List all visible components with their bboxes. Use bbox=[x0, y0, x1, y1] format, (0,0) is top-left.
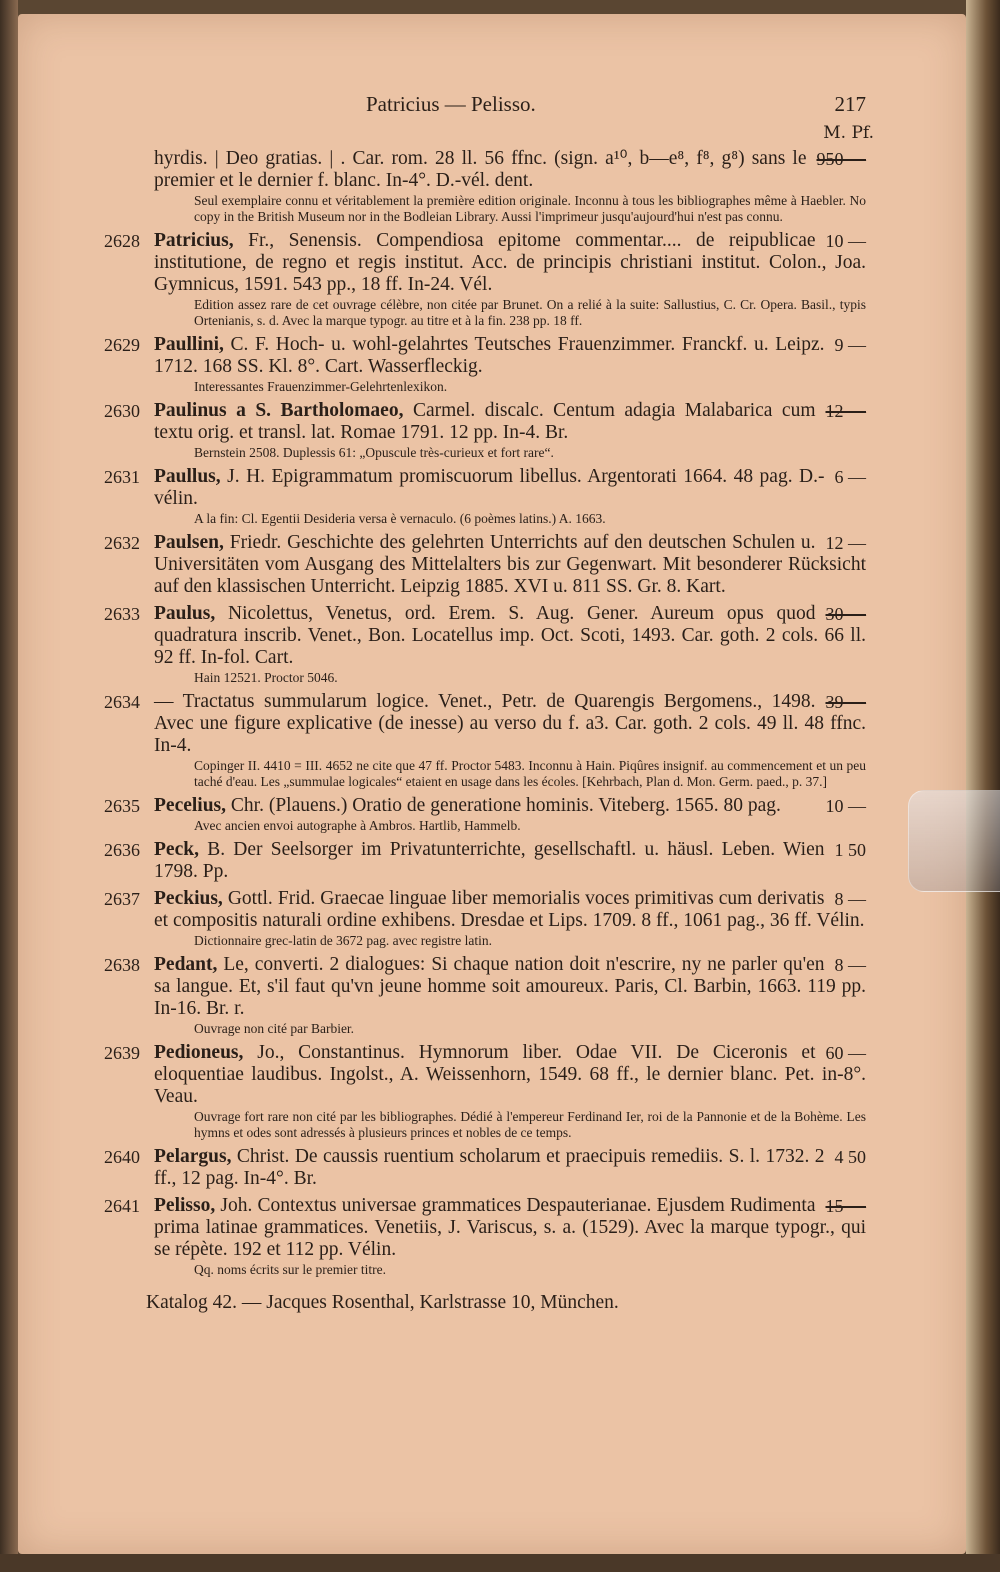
entry-body bbox=[154, 148, 866, 225]
entry-author: Peckius, bbox=[154, 888, 223, 909]
entry-author: Paulus, bbox=[154, 603, 216, 624]
entry-note: Qq. noms écrits sur le premier titre. bbox=[194, 1262, 386, 1277]
entry-body bbox=[154, 1195, 866, 1278]
entry-price: 8 — bbox=[834, 889, 866, 909]
entry-description: Christ. De caussis ruentium scholarum et praecipuis remediis. S. l. 1732. 2 ff., 12 pag. In-4°. Br. bbox=[154, 1146, 825, 1189]
entry-description: Jo., Constantinus. Hymnorum liber. Odae VII. De Ciceronis et eloquentiae laudibus. Ingolst., A. Weissenhorn, 1549. 68 ff., le dernier blanc. Pet. in-8°. Veau. bbox=[154, 1042, 866, 1107]
entry-description: Nicolettus, Venetus, ord. Erem. S. Aug. Gener. Aureum opus quod quadratura inscrib. Venet., Bon. Locatellus imp. Oct. Scoti, 1493. Car. goth. 2 cols. 66 ll. 92 ff. In-fol. Cart. bbox=[154, 603, 866, 668]
entry-note: Copinger II. 4410 = III. 4652 ne cite que 47 ff. Proctor 5483. Inconnu à Hain. Piqûres insignif. au commencement et un peu taché d'eau. Les „summulae logicales“ etaient en usage dans les écoles. [Kehrbach, Plan d. Mon. Germ. paed., p. 37.] bbox=[194, 758, 866, 789]
entry-note: Avec ancien envoi autographe à Ambros. Hartlib, Hammelb. bbox=[194, 818, 521, 833]
entry-body bbox=[154, 954, 866, 1037]
currency-units: M. Pf. bbox=[823, 123, 874, 143]
entry-main bbox=[154, 691, 866, 757]
entry-main bbox=[154, 334, 866, 378]
catalog-entry bbox=[104, 1146, 866, 1190]
entry-price: 1 50 bbox=[834, 840, 866, 860]
entry-price: 10 — bbox=[825, 231, 866, 251]
entry-description: J. H. Epigrammatum promiscuorum libellus. Argentorati 1664. 48 pag. D.-vélin. bbox=[154, 466, 825, 509]
entry-number: 2641 bbox=[104, 1196, 140, 1216]
catalog-footer: Katalog 42. — Jacques Rosenthal, Karlstrasse 10, München. bbox=[146, 1292, 619, 1313]
entry-number bbox=[104, 148, 154, 225]
entry-list bbox=[104, 148, 866, 1278]
entry-description: Fr., Senensis. Compendiosa epitome commentar.... de reipublicae institutione, de regno et regis institut. Acc. de principis christiani institut. Colon., Joa. Gymnicus, 1591. 543 pp., 18 ff. In-24. Vél. bbox=[154, 230, 866, 295]
entry-description: Le, converti. 2 dialogues: Si chaque nation doit n'escrire, ny ne parler qu'en sa langue. Et, s'il faut qu'vn jeune homme soit amoureux. Paris, Cl. Barbin, 1663. 119 pp. In-16. Br. r. bbox=[154, 954, 866, 1019]
entry-number: 2628 bbox=[104, 231, 140, 251]
book-bottom-edge bbox=[0, 1554, 1000, 1572]
entry-number: 2640 bbox=[104, 1147, 140, 1167]
entry-body bbox=[154, 888, 866, 949]
entry-number: 2637 bbox=[104, 889, 140, 909]
entry-main bbox=[154, 795, 866, 817]
entry-price: 12 — bbox=[825, 533, 866, 553]
entry-main bbox=[154, 839, 866, 883]
entry-description: Chr. (Plauens.) Oratio de generatione hominis. Viteberg. 1565. 80 pag. bbox=[230, 795, 781, 816]
entry-note: Hain 12521. Proctor 5046. bbox=[194, 670, 338, 685]
running-header bbox=[104, 92, 866, 117]
entry-note: Interessantes Frauenzimmer-Gelehrtenlexikon. bbox=[194, 379, 448, 394]
entry-body bbox=[154, 466, 866, 527]
entry-main bbox=[154, 400, 866, 444]
entry-body bbox=[154, 603, 866, 686]
paper-clip bbox=[908, 790, 1000, 892]
entry-author: Pedioneus, bbox=[154, 1042, 244, 1063]
entry-body bbox=[154, 230, 866, 329]
catalog-entry bbox=[104, 334, 866, 395]
catalog-entry bbox=[104, 1042, 866, 1141]
entry-main bbox=[154, 954, 866, 1020]
entry-author: Peck, bbox=[154, 839, 199, 860]
entry-price: 12 — bbox=[825, 401, 866, 421]
entry-price: 8 — bbox=[834, 955, 866, 975]
entry-author: Pelargus, bbox=[154, 1146, 232, 1167]
entry-author: Patricius, bbox=[154, 230, 234, 251]
entry-body bbox=[154, 1146, 866, 1190]
entry-price: 4 50 bbox=[834, 1147, 866, 1167]
entry-note: Dictionnaire grec-latin de 3672 pag. avec registre latin. bbox=[194, 933, 493, 948]
entry-number: 2630 bbox=[104, 401, 140, 421]
entry-description: C. F. Hoch- u. wohl-gelahrtes Teutsches Frauenzimmer. Franckf. u. Leipz. 1712. 168 SS. Kl. 8°. Cart. Wasserfleckig. bbox=[154, 334, 825, 377]
page-number: 217 bbox=[834, 92, 866, 116]
entry-note: Edition assez rare de cet ouvrage célèbre, non citée par Brunet. On a relié à la suite: Sallustius, C. Cr. Opera. Basil., typis Ortenianis, s. d. Avec la marque typogr. au titre et à la fin. 238 pp. 18 ff. bbox=[194, 297, 866, 328]
catalog-entry bbox=[104, 532, 866, 598]
entry-author: Paullus, bbox=[154, 466, 221, 487]
entry-body bbox=[154, 532, 866, 598]
entry-price: 9 — bbox=[834, 335, 866, 355]
entry-note: Bernstein 2508. Duplessis 61: „Opuscule très-curieux et fort rare“. bbox=[194, 445, 554, 460]
entry-description: — Tractatus summularum logice. Venet., Petr. de Quarengis Bergomens., 1498. Avec une figure explicative (de inesse) au verso du f. a3. Car. goth. 2 cols. 49 ll. 48 ffnc. In-4. bbox=[154, 691, 866, 756]
entry-description: B. Der Seelsorger im Privatunterrichte, gesellschaftl. u. häusl. Leben. Wien 1798. Pp. bbox=[154, 839, 825, 882]
entry-price: 60 — bbox=[825, 1043, 866, 1063]
entry-main bbox=[154, 466, 866, 510]
entry-price: 6 — bbox=[834, 467, 866, 487]
entry-author: Pecelius, bbox=[154, 795, 227, 816]
page-title: Patricius — Pelisso. bbox=[366, 92, 536, 116]
entry-author: Pedant, bbox=[154, 954, 218, 975]
entry-note: Seul exemplaire connu et véritablement la première edition originale. Inconnu à tous les bibliographes même à Haebler. No copy in the British Museum nor in the Bodleian Library. Aussi l'imprimeur jusqu'aujourd'hui n'est pas connu. bbox=[194, 193, 866, 224]
entry-author: Pelisso, bbox=[154, 1195, 216, 1216]
entry-main bbox=[154, 888, 866, 932]
entry-description: Joh. Contextus universae grammatices Despauterianae. Ejusdem Rudimenta prima latinae grammatices. Venetiis, J. Variscus, s. a. (1529). Avec la marque typogr., qui se répète. 192 et 112 pp. Vélin. bbox=[154, 1195, 866, 1260]
entry-body bbox=[154, 334, 866, 395]
entry-number: 2635 bbox=[104, 796, 140, 816]
catalog-entry bbox=[104, 888, 866, 949]
entry-body bbox=[154, 839, 866, 883]
catalog-entry bbox=[104, 795, 866, 834]
entry-price: 15 — bbox=[825, 1196, 866, 1216]
page-content bbox=[104, 92, 874, 1314]
entry-body bbox=[154, 691, 866, 790]
entry-number: 2634 bbox=[104, 692, 140, 712]
entry-author: Paulinus a S. Bartholomaeo, bbox=[154, 400, 404, 421]
entry-number: 2631 bbox=[104, 467, 140, 487]
entry-description: Friedr. Geschichte des gelehrten Unterrichts auf den deutschen Schulen u. Universitäten vom Ausgang des Mittelalters bis zur Gegenwart. Mit besonderer Rücksicht auf den klassischen Unterricht. Leipzig 1885. XVI u. 811 SS. Gr. 8. Kart. bbox=[154, 532, 866, 597]
entry-price: 950 — bbox=[816, 149, 866, 169]
catalog-entry bbox=[104, 603, 866, 686]
entry-author: Paulsen, bbox=[154, 532, 224, 553]
book-spine-edge bbox=[966, 0, 1000, 1572]
entry-number: 2636 bbox=[104, 840, 140, 860]
entry-number: 2638 bbox=[104, 955, 140, 975]
entry-description: Carmel. discalc. Centum adagia Malabarica cum textu orig. et transl. lat. Romae 1791. 12 pp. In-4. Br. bbox=[154, 400, 816, 443]
entry-price: 39 — bbox=[825, 692, 866, 712]
entry-note: Ouvrage fort rare non cité par les bibliographes. Dédié à l'empereur Ferdinand Ier, roi de la Pannonie et de la Bohème. Les hymns et odes sont adressés à plusieurs princes et nobles de ce temps. bbox=[194, 1109, 866, 1140]
entry-main bbox=[154, 148, 866, 192]
entry-author: Paullini, bbox=[154, 334, 224, 355]
catalog-entry bbox=[104, 466, 866, 527]
entry-number: 2639 bbox=[104, 1043, 140, 1063]
entry-main bbox=[154, 230, 866, 296]
catalog-page bbox=[18, 14, 966, 1554]
entry-description: Gottl. Frid. Graecae linguae liber memorialis voces primitivas cum derivatis et compositis naturali ordine exhibens. Dresdae et Lips. 1709. 8 ff., 1061 pag., 36 ff. Vélin. bbox=[154, 888, 865, 931]
entry-note: Ouvrage non cité par Barbier. bbox=[194, 1021, 355, 1036]
entry-number: 2632 bbox=[104, 533, 140, 553]
entry-price: 10 — bbox=[825, 796, 866, 816]
catalog-entry bbox=[104, 1195, 866, 1278]
catalog-entry bbox=[104, 230, 866, 329]
catalog-entry bbox=[104, 839, 866, 883]
entry-note: A la fin: Cl. Egentii Desideria versa è vernaculo. (6 poèmes latins.) A. 1663. bbox=[194, 511, 606, 526]
catalog-entry bbox=[104, 148, 866, 225]
entry-body bbox=[154, 795, 866, 834]
entry-description: hyrdis. | Deo gratias. | . Car. rom. 28 ll. 56 ffnc. (sign. a¹⁰, b—e⁸, f⁸, g⁸) sans le premier et le dernier f. blanc. In-4°. D.-vél. dent. bbox=[154, 148, 807, 191]
entry-body bbox=[154, 400, 866, 461]
catalog-entry bbox=[104, 400, 866, 461]
entry-main bbox=[154, 1146, 866, 1190]
entry-main bbox=[154, 1195, 866, 1261]
entry-body bbox=[154, 1042, 866, 1141]
entry-main bbox=[154, 1042, 866, 1108]
entry-number: 2633 bbox=[104, 604, 140, 624]
entry-main bbox=[154, 603, 866, 669]
book-gutter bbox=[0, 0, 18, 1572]
catalog-entry bbox=[104, 691, 866, 790]
catalog-entry bbox=[104, 954, 866, 1037]
entry-number: 2629 bbox=[104, 335, 140, 355]
entry-main bbox=[154, 532, 866, 598]
entry-price: 30 — bbox=[825, 604, 866, 624]
